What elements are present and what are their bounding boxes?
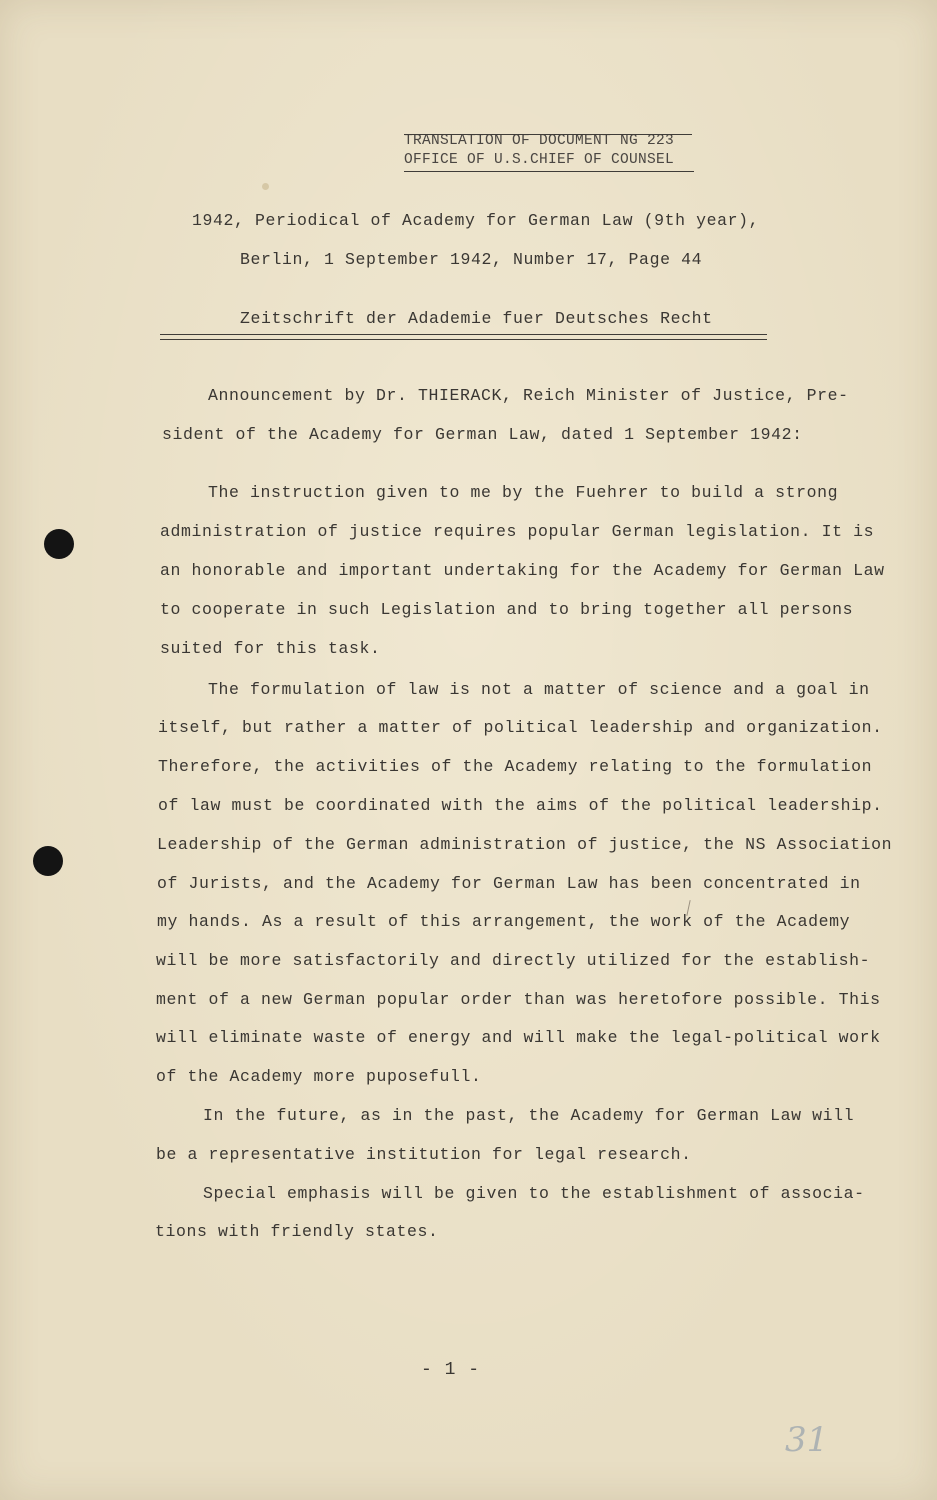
- body-line: Leadership of the German administration of justice, the NS Association: [157, 835, 893, 854]
- title-double-rule-1: [160, 334, 767, 335]
- intro-line: sident of the Academy for German Law, dated 1 September 1942:: [162, 425, 803, 444]
- body-line: of law must be coordinated with the aims of the political leadership.: [158, 796, 883, 815]
- paper-speck: [262, 183, 269, 190]
- header-rule-top: [404, 134, 692, 135]
- body-line: will eliminate waste of energy and will make the legal-political work: [156, 1028, 881, 1047]
- body-line: to cooperate in such Legislation and to bring together all persons: [160, 600, 854, 619]
- body-line: of Jurists, and the Academy for German Law has been concentrated in: [157, 874, 861, 893]
- body-line: an honorable and important undertaking for the Academy for German Law: [160, 561, 885, 580]
- body-line: In the future, as in the past, the Academy for German Law will: [203, 1106, 855, 1125]
- body-line: Special emphasis will be given to the establishment of associa-: [203, 1184, 865, 1203]
- folio-number: 31: [785, 1420, 829, 1460]
- body-line: my hands. As a result of this arrangement, the work of the Academy: [157, 912, 851, 931]
- header-rule-bottom: [404, 171, 694, 172]
- punch-hole-bottom: [33, 846, 63, 876]
- body-line: ment of a new German popular order than was heretofore possible. This: [156, 990, 881, 1009]
- body-line: itself, but rather a matter of political leadership and organization.: [158, 718, 883, 737]
- citation-line-2: Berlin, 1 September 1942, Number 17, Page 44: [240, 250, 703, 269]
- title-double-rule-2: [160, 339, 767, 340]
- german-title: Zeitschrift der Adademie fuer Deutsches Recht: [240, 309, 713, 328]
- body-line: Therefore, the activities of the Academy relating to the formulation: [158, 757, 873, 776]
- body-line: The formulation of law is not a matter of science and a goal in: [208, 680, 870, 699]
- intro-line: Announcement by Dr. THIERACK, Reich Minister of Justice, Pre-: [208, 386, 849, 405]
- counsel-header: OFFICE OF U.S.CHIEF OF COUNSEL: [404, 152, 675, 168]
- punch-hole-top: [44, 529, 74, 559]
- citation-line-1: 1942, Periodical of Academy for German Law (9th year),: [192, 211, 760, 230]
- body-line: The instruction given to me by the Fuehrer to build a strong: [208, 483, 839, 502]
- body-line: administration of justice requires popular German legislation. It is: [160, 522, 875, 541]
- body-line: will be more satisfactorily and directly utilized for the establish-: [156, 951, 871, 970]
- translation-header: TRANSLATION OF DOCUMENT NG 223: [404, 133, 675, 149]
- body-line: be a representative institution for legal research.: [156, 1145, 692, 1164]
- body-line: of the Academy more puposefull.: [156, 1067, 482, 1086]
- body-line: suited for this task.: [160, 639, 381, 658]
- page-number: - 1 -: [421, 1360, 481, 1380]
- body-line: tions with friendly states.: [155, 1222, 439, 1241]
